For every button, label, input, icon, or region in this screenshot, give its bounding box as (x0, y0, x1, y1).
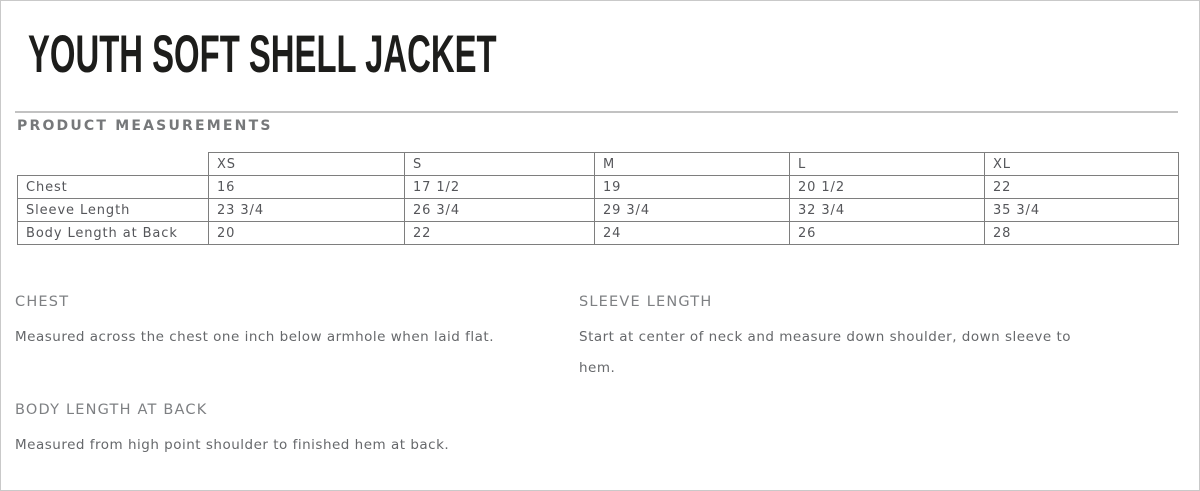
measurement-cell: 26 3/4 (405, 199, 595, 222)
measurement-cell: 17 1/2 (405, 176, 595, 199)
definition-text: Measured from high point shoulder to finished hem at back. (15, 437, 450, 453)
row-label: Body Length at Back (18, 222, 209, 245)
table-row-chest (18, 176, 1179, 199)
measurement-cell: 24 (595, 222, 790, 245)
table-corner-cell (18, 153, 209, 176)
measurement-cell: 35 3/4 (985, 199, 1179, 222)
definition-body-length-at-back (15, 402, 575, 461)
definition-heading: CHEST (15, 294, 70, 310)
measurement-cell: 22 (405, 222, 595, 245)
measurement-cell: 23 3/4 (209, 199, 405, 222)
section-divider (15, 111, 1178, 113)
measurement-cell: 16 (209, 176, 405, 199)
measurements-table (17, 152, 1179, 245)
measurement-cell: 20 (209, 222, 405, 245)
table-row-sleeve-length (18, 199, 1179, 222)
measurement-cell: 22 (985, 176, 1179, 199)
measurement-cell: 19 (595, 176, 790, 199)
definition-heading: BODY LENGTH AT BACK (15, 402, 208, 418)
definition-text: Start at center of neck and measure down shoulder, down sleeve to hem. (579, 329, 1072, 376)
size-header-l: L (790, 153, 985, 176)
measurement-cell: 26 (790, 222, 985, 245)
definition-heading: SLEEVE LENGTH (579, 294, 713, 310)
size-header-xs: XS (209, 153, 405, 176)
definition-chest (15, 294, 555, 353)
measurement-cell: 32 3/4 (790, 199, 985, 222)
definition-text: Measured across the chest one inch below armhole when laid flat. (15, 329, 495, 345)
section-heading: PRODUCT MEASUREMENTS (17, 118, 273, 134)
size-header-s: S (405, 153, 595, 176)
measurement-cell: 20 1/2 (790, 176, 985, 199)
size-header-row (18, 153, 1179, 176)
measurement-cell: 28 (985, 222, 1179, 245)
size-header-m: M (595, 153, 790, 176)
size-header-xl: XL (985, 153, 1179, 176)
definition-sleeve-length (579, 294, 1111, 384)
row-label: Sleeve Length (18, 199, 209, 222)
row-label: Chest (18, 176, 209, 199)
measurement-cell: 29 3/4 (595, 199, 790, 222)
page-title: YOUTH SOFT SHELL JACKET (28, 25, 497, 84)
table-row-body-length-at-back (18, 222, 1179, 245)
